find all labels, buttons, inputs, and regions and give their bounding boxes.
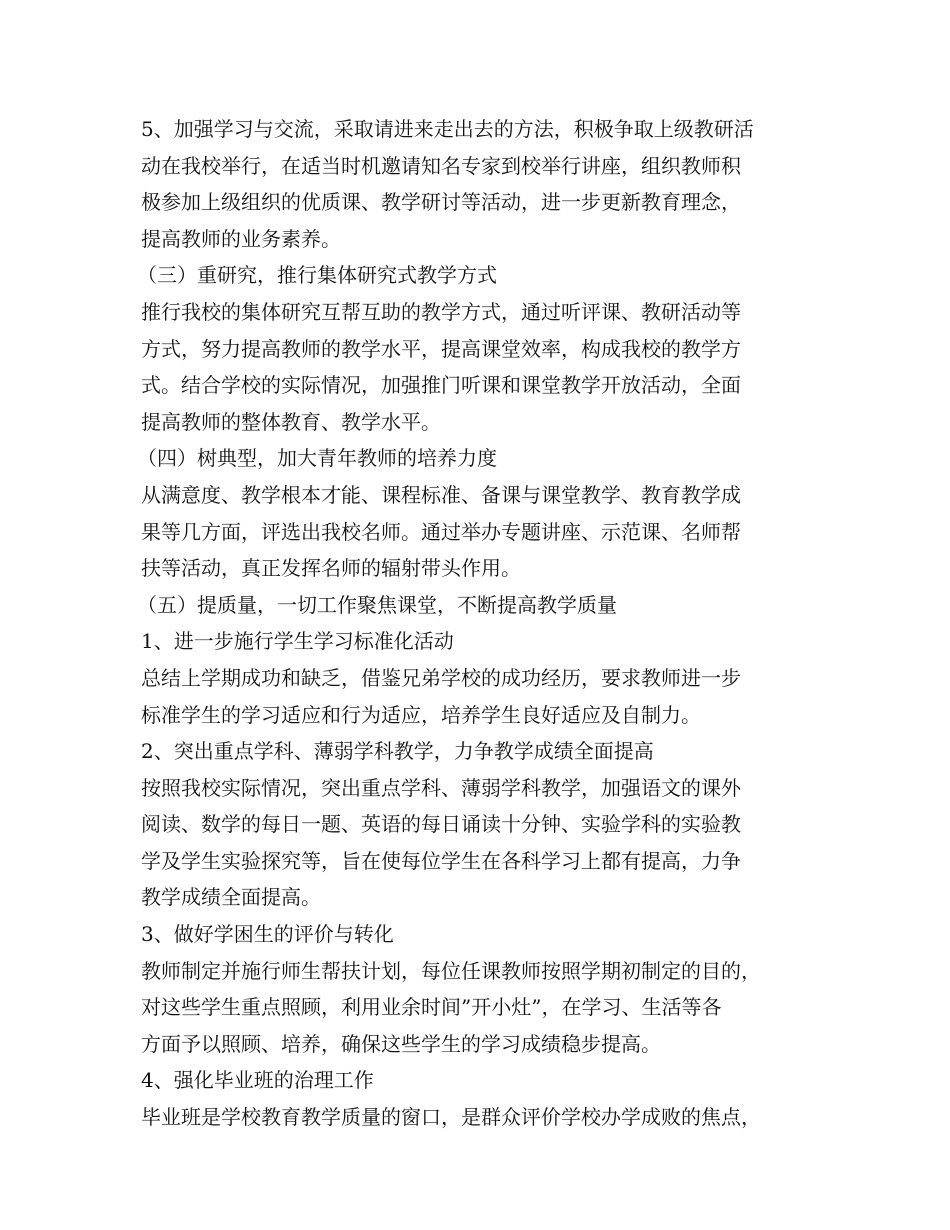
paragraph-line: 提高教师的业务素养。	[141, 226, 341, 251]
paragraph-line: 方式，努力提高教师的教学水平，提高课堂效率，构成我校的教学方	[141, 336, 741, 361]
section-heading-5: （五）提质量，一切工作聚焦课堂，不断提高教学质量	[137, 592, 617, 617]
section-heading-3: （三）重研究，推行集体研究式教学方式	[137, 263, 497, 288]
subheading-4: 4、强化毕业班的治理工作	[141, 1068, 374, 1093]
subheading-3: 3、做好学困生的评价与转化	[141, 922, 394, 947]
paragraph-line: 教师制定并施行师生帮扶计划，每位任课教师按照学期初制定的目的，	[141, 958, 761, 983]
paragraph-line: 方面予以照顾、培养，确保这些学生的学习成绩稳步提高。	[141, 1031, 661, 1056]
paragraph-line: 教学成绩全面提高。	[141, 885, 321, 910]
paragraph-line: 阅读、数学的每日一题、英语的每日诵读十分钟、实验学科的实验教	[141, 812, 741, 837]
paragraph-line: 式。结合学校的实际情况，加强推门听课和课堂教学开放活动，全面	[141, 373, 741, 398]
paragraph-line: 提高教师的整体教育、教学水平。	[141, 409, 441, 434]
paragraph-line: 总结上学期成功和缺乏，借鉴兄弟学校的成功经历，要求教师进一步	[141, 665, 741, 690]
paragraph-line: 标准学生的学习适应和行为适应，培养学生良好适应及自制力。	[141, 702, 701, 727]
paragraph-line: 从满意度、教学根本才能、课程标准、备课与课堂教学、教育教学成	[141, 482, 741, 507]
section-heading-4: （四）树典型，加大青年教师的培养力度	[137, 446, 497, 471]
paragraph-line: 学及学生实验探究等，旨在使每位学生在各科学习上都有提高，力争	[141, 848, 741, 873]
paragraph-line: 极参加上级组织的优质课、教学研讨等活动，进一步更新教育理念，	[141, 190, 741, 215]
paragraph-line: 5、加强学习与交流，采取请进来走出去的方法，积极争取上级教研活	[141, 117, 754, 141]
paragraph-line: 扶等活动，真正发挥名师的辐射带头作用。	[141, 556, 521, 581]
document-body	[137, 111, 831, 1136]
paragraph-line: 对这些学生重点照顾，利用业余时间”开小灶”，在学习、生活等各	[141, 995, 722, 1020]
paragraph-line: 推行我校的集体研究互帮互助的教学方式，通过听评课、教研活动等	[141, 299, 741, 324]
subheading-2: 2、突出重点学科、薄弱学科教学，力争教学成绩全面提高	[141, 739, 654, 764]
paragraph-line: 果等几方面，评选出我校名师。通过举办专题讲座、示范课、名师帮	[141, 519, 741, 544]
subheading-1: 1、进一步施行学生学习标准化活动	[141, 629, 454, 654]
paragraph-line: 毕业班是学校教育教学质量的窗口，是群众评价学校办学成败的焦点，	[141, 1105, 761, 1130]
paragraph-line: 动在我校举行，在适当时机邀请知名专家到校举行讲座，组织教师积	[141, 153, 741, 178]
paragraph-line: 按照我校实际情况，突出重点学科、薄弱学科教学，加强语文的课外	[141, 775, 741, 800]
